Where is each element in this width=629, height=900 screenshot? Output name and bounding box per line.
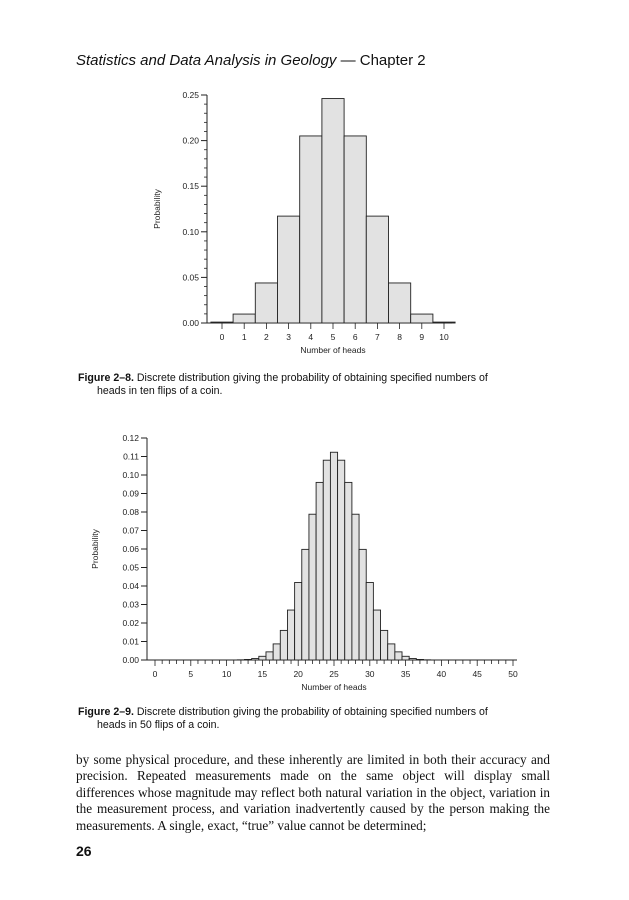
y-axis-label: Probability (152, 189, 162, 229)
y-axis-label: Probability (90, 529, 100, 569)
x-tick-label: 3 (286, 332, 291, 342)
histogram-bar (409, 659, 416, 660)
running-head (76, 52, 426, 69)
histogram-bar (295, 582, 302, 660)
caption-line-2: heads in ten flips of a coin. (97, 385, 223, 397)
figure-2-9-caption (78, 706, 552, 732)
histogram-bar (381, 630, 388, 660)
histogram-bar (259, 656, 266, 660)
caption-line-1: Discrete distribution giving the probability of obtaining specified numbers of (136, 372, 488, 384)
x-tick-label: 4 (308, 332, 314, 342)
y-tick-label: 0.09 (122, 488, 139, 499)
histogram-bar (345, 482, 352, 660)
histogram-bar (323, 460, 330, 660)
y-tick-label: 0.00 (182, 318, 199, 328)
histogram-bar (252, 659, 259, 660)
x-tick-label: 0 (219, 332, 225, 342)
histogram-bar (366, 582, 373, 660)
x-axis-label: Number of heads (300, 345, 366, 355)
histogram-bar (302, 549, 309, 660)
histogram-bar (300, 136, 322, 323)
y-tick-label: 0.15 (182, 181, 199, 192)
y-tick-label: 0.12 (122, 433, 139, 443)
y-tick-label: 0.11 (123, 451, 139, 462)
y-tick-label: 0.02 (122, 618, 139, 628)
x-tick-label: 15 (257, 669, 268, 679)
y-tick-label: 0.00 (122, 655, 139, 665)
histogram-bar (245, 659, 252, 660)
x-tick-label: 9 (419, 332, 425, 342)
x-tick-label: 6 (352, 332, 358, 342)
histogram-bar (366, 216, 388, 323)
histogram-bar (344, 136, 366, 323)
x-tick-label: 5 (188, 669, 194, 679)
histogram-bar (338, 460, 345, 660)
x-tick-label: 45 (472, 669, 482, 679)
y-tick-label: 0.08 (122, 507, 139, 517)
x-tick-label: 10 (221, 669, 232, 679)
histogram-bar (266, 652, 273, 660)
x-tick-label: 40 (436, 669, 447, 679)
x-tick-label: 10 (439, 332, 449, 342)
x-tick-label: 50 (508, 669, 518, 679)
y-tick-label: 0.04 (122, 581, 139, 591)
y-tick-label: 0.10 (122, 470, 139, 480)
figure-2-8-caption (78, 372, 552, 398)
figure-2-8-chart (0, 86, 629, 356)
y-tick-label: 0.06 (122, 544, 139, 554)
x-tick-label: 5 (330, 332, 336, 342)
y-tick-label: 0.03 (122, 599, 139, 610)
y-tick-label: 0.05 (122, 562, 139, 573)
histogram-bar (280, 630, 287, 660)
y-tick-label: 0.20 (182, 135, 199, 146)
histogram-bar (411, 314, 433, 323)
figure-2-9-chart (0, 424, 629, 700)
x-tick-label: 2 (264, 332, 269, 342)
x-tick-label: 8 (397, 332, 402, 342)
y-tick-label: 0.01 (122, 636, 139, 647)
x-tick-label: 0 (152, 669, 158, 679)
caption-line-2: heads in 50 flips of a coin. (97, 719, 220, 731)
caption-label: Figure 2–9. (78, 706, 134, 718)
histogram-bar (278, 216, 300, 323)
histogram-bar (322, 99, 344, 323)
x-tick-label: 30 (365, 669, 375, 679)
histogram-bar (255, 283, 277, 323)
x-tick-label: 25 (329, 669, 339, 679)
x-tick-label: 35 (400, 669, 411, 679)
histogram-bar (389, 283, 411, 323)
histogram-bar (330, 452, 337, 660)
histogram-bar (316, 482, 323, 660)
histogram-bar (273, 644, 280, 660)
histogram-bar (233, 314, 255, 323)
y-tick-label: 0.10 (182, 226, 199, 237)
x-tick-label: 1 (241, 332, 247, 342)
x-tick-label: 20 (293, 669, 303, 679)
x-axis-label: Number of heads (301, 682, 367, 692)
histogram-bar (211, 322, 233, 323)
book-title: Statistics and Data Analysis in Geology (76, 52, 337, 69)
caption-line-1: Discrete distribution giving the probability of obtaining specified numbers of (136, 706, 488, 718)
y-tick-label: 0.07 (122, 525, 139, 536)
histogram-bar (395, 652, 402, 660)
x-tick-label: 7 (375, 332, 380, 342)
histogram-bar (402, 656, 409, 660)
caption-label: Figure 2–8. (78, 372, 134, 384)
histogram-bar (433, 322, 455, 323)
histogram-bar (359, 549, 366, 660)
histogram-bar (373, 610, 380, 660)
histogram-bar (287, 610, 294, 660)
body-paragraph: by some physical procedure, and these inherently are limited in both their accuracy and precision. Repeated measurements made on the same object will display small differences whose magnitude may reflect both natural variation in the object, variation in the measurement process, and variation inadvertently caused by the person making the measurements. A single, exact, “true” value cannot be determined; (76, 752, 550, 833)
y-tick-label: 0.25 (182, 90, 199, 100)
chapter-label: Chapter 2 (359, 52, 426, 69)
title-dash: — (336, 52, 360, 69)
histogram-bar (309, 514, 316, 660)
histogram-bar (352, 514, 359, 660)
histogram-bar (388, 644, 395, 660)
y-tick-label: 0.05 (182, 272, 199, 283)
page-number: 26 (76, 843, 92, 859)
histogram-bar (416, 659, 423, 660)
